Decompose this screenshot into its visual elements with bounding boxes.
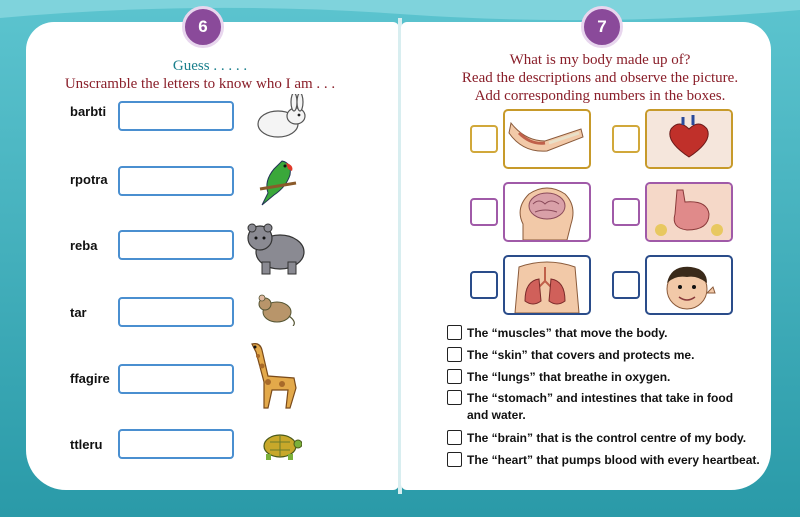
rabbit-icon	[248, 94, 306, 142]
scrambled-word: ffagire	[70, 371, 110, 386]
scrambled-word: tar	[70, 305, 87, 320]
arm-muscles-picture	[503, 109, 591, 169]
stomach-picture	[645, 182, 733, 242]
brain-icon	[505, 184, 589, 240]
number-box[interactable]	[612, 271, 640, 299]
lungs-icon	[505, 257, 589, 313]
scrambled-word: reba	[70, 238, 98, 253]
description-text: The “heart” that pumps blood with every heartbeat.	[467, 453, 760, 467]
description-text: The “stomach” and intestines that take in food and water.	[467, 391, 734, 422]
checkbox[interactable]	[447, 369, 462, 384]
parrot-icon	[252, 153, 300, 207]
left-heading-instruction: Unscramble the letters to know who I am . . .	[64, 76, 336, 92]
number-box[interactable]	[612, 125, 640, 153]
description-text: The “brain” that is the control centre of my body.	[467, 431, 747, 445]
number-box[interactable]	[470, 125, 498, 153]
checkbox[interactable]	[447, 325, 462, 340]
heart-icon	[647, 111, 731, 167]
page-number-left: 6	[182, 6, 224, 48]
answer-box[interactable]	[118, 297, 234, 327]
checkbox[interactable]	[447, 430, 462, 445]
description-text: The “skin” that covers and protects me.	[467, 348, 695, 362]
heart-picture	[645, 109, 733, 169]
brain-picture	[503, 182, 591, 242]
scrambled-word: rpotra	[70, 172, 108, 187]
checkbox[interactable]	[447, 390, 462, 405]
arm-muscles-icon	[505, 111, 589, 167]
number-box[interactable]	[612, 198, 640, 226]
number-box[interactable]	[470, 198, 498, 226]
checkbox[interactable]	[447, 347, 462, 362]
skin-picture	[645, 255, 733, 315]
answer-box[interactable]	[118, 230, 234, 260]
description-text: The “lungs” that breathe in oxygen.	[467, 370, 671, 384]
lungs-picture	[503, 255, 591, 315]
bear-icon	[244, 220, 308, 276]
stomach-icon	[647, 184, 731, 240]
right-heading-instruction2: Add corresponding numbers in the boxes.	[474, 88, 726, 104]
left-heading-title: Guess . . . . .	[172, 58, 248, 74]
scrambled-word: ttleru	[70, 437, 103, 452]
answer-box[interactable]	[118, 166, 234, 196]
answer-box[interactable]	[118, 101, 234, 131]
scrambled-word: barbti	[70, 104, 107, 119]
answer-box[interactable]	[118, 364, 234, 394]
giraffe-icon	[238, 338, 310, 410]
right-heading-question: What is my body made up of?	[509, 52, 691, 68]
checkbox[interactable]	[447, 452, 462, 467]
right-heading-instruction1: Read the descriptions and observe the picture.	[461, 70, 739, 86]
number-box[interactable]	[470, 271, 498, 299]
skin-boy-icon	[647, 257, 731, 313]
answer-box[interactable]	[118, 429, 234, 459]
page-number-right: 7	[581, 6, 623, 48]
turtle-icon	[256, 428, 302, 464]
rat-icon	[255, 292, 297, 326]
description-text: The “muscles” that move the body.	[467, 326, 668, 340]
